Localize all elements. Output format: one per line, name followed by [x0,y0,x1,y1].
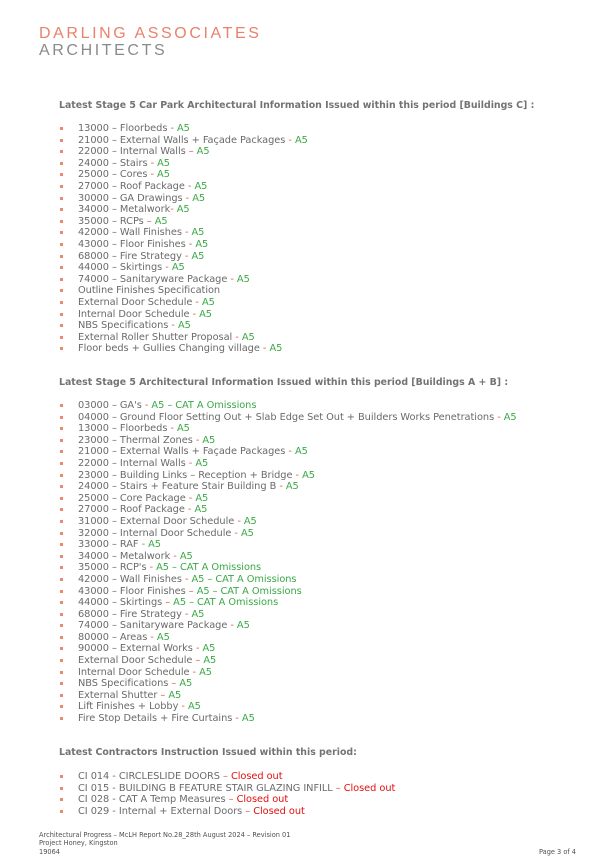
item-title: 27000 – Roof Package [78,180,185,192]
item-separator: – [242,805,254,817]
list-item [59,551,609,563]
item-title: 04000 – Ground Floor Setting Out + Slab Edge Set Out + Builders Works Penetrations [78,411,495,423]
item-separator: - [189,308,200,320]
item-separator: - [184,504,195,516]
list-item [59,701,609,713]
page-footer [39,831,290,856]
list-item [59,435,609,447]
item-separator: – [168,678,180,690]
revision-tag: A5 [179,678,193,690]
item-title: 33000 – RAF [78,539,139,551]
revision-tag: A5 [179,550,193,562]
item-separator: - [181,227,192,239]
item-title: NBS Specifications [78,320,169,332]
item-separator: - [192,434,203,446]
item-title: 34000 – Metalwork [78,550,171,562]
item-separator: – [219,771,231,782]
item-separator: - [181,573,192,585]
item-title: 34000 – Metalwork [78,204,171,216]
list-item [59,158,609,170]
revision-tag: A5 [195,238,209,250]
list-item [59,643,609,655]
revision-tag: A5 [241,331,255,343]
item-title: CI 015 - BUILDING B FEATURE STAIR GLAZING INFILL [78,782,333,794]
item-title: 31000 – External Door Schedule [78,515,235,527]
item-separator: - [170,550,180,562]
revision-tag: A5 [269,343,283,355]
revision-tag: A5 [199,666,212,678]
footer-project-name: Project Honey, Kingston [39,839,118,848]
list-item [59,562,609,574]
item-title: 74000 – Sanitaryware Package [78,620,228,632]
section-heading: Latest Contractors Instruction Issued within this period: [59,747,357,758]
section-heading: Latest Stage 5 Car Park Architectural Information Issued within this period [Buildings C] : [59,100,535,111]
list-item [59,274,609,286]
item-separator: – [225,794,237,806]
item-title: CI 014 - CIRCLESLIDE DOORS [78,771,220,782]
item-separator: - [184,180,195,192]
item-title: 44000 – Skirtings [78,597,163,609]
revision-tag: A5 – CAT A Omissions [191,573,297,585]
item-title: Lift Finishes + Lobby [78,701,179,713]
item-separator: - [181,608,192,620]
revision-tag: A5 [194,504,208,516]
item-separator: - [259,343,270,355]
list-item [59,297,609,309]
item-title: 43000 – Floor Finishes [78,238,186,250]
item-title: 21000 – External Walls + Façade Packages [78,446,286,458]
item-separator: - [182,192,193,204]
list-item [59,146,609,158]
item-separator: - [162,262,172,274]
revision-tag: A5 [154,215,168,227]
company-logo [39,25,262,59]
item-title: 90000 – External Works [78,643,193,655]
list-item [59,458,609,470]
item-title: Outline Finishes Specification [78,285,221,297]
item-title: 42000 – Wall Finishes [78,227,182,239]
list-item [59,262,609,274]
list-item [59,586,609,598]
item-separator: - [285,134,295,146]
list-item [59,423,609,435]
list-item [59,794,609,806]
item-title: External Shutter [78,689,158,701]
item-separator: – [157,689,169,701]
revision-tag: A5 [199,308,212,320]
revision-tag: A5 [191,227,205,239]
item-title: 43000 – Floor Finishes [78,585,186,597]
revision-tag: A5 [294,134,308,146]
list-item [59,690,609,702]
list-item [59,806,609,818]
list-item [59,181,609,193]
list-item [59,470,609,482]
revision-tag: A5 [503,411,517,423]
item-title: 25000 – Cores [78,169,148,181]
item-separator: - [189,666,200,678]
item-title: 32000 – Internal Door Schedule [78,527,232,539]
item-list [59,400,609,725]
item-separator: - [234,515,244,527]
item-separator: - [192,643,203,655]
list-item [59,400,609,412]
list-item [59,332,609,344]
item-title: 21000 – External Walls + Façade Packages [78,134,286,146]
item-separator: - [138,539,149,551]
revision-tag: A5 [195,492,209,504]
item-title: 24000 – Stairs [78,157,148,169]
item-title: NBS Specifications [78,678,169,690]
revision-tag: A5 – CAT A Omissions [156,562,262,574]
revision-tag: A5 – CAT A Omissions [173,597,279,609]
item-title: Fire Stop Details + Fire Curtains [78,713,233,725]
item-title: CI 029 - Internal + External Doors [78,805,243,817]
item-separator: - [231,527,241,539]
list-item [59,481,609,493]
section-contractor-instructions [59,747,609,817]
item-title: Floor beds + Gullies Changing village [78,343,260,355]
item-title: External Door Schedule [78,655,193,667]
item-title: 35000 – RCPs [78,215,144,227]
item-separator: - [147,157,158,169]
section-buildings-ab [59,377,609,725]
item-title: 23000 – Building Links – Reception + Bridge [78,469,293,481]
footer-report-title: Architectural Progress – McLH Report No.28_28th August 2024 – Revision 01 [39,831,291,839]
revision-tag: A5 [171,262,185,274]
status-closed-out: Closed out [236,794,289,806]
footer-project-number: 19064 [39,847,60,856]
item-list [59,771,609,817]
status-closed-out: Closed out [343,782,396,794]
item-separator: - [146,562,157,574]
item-separator: - [167,423,178,435]
item-separator: - [227,620,237,632]
item-title: CI 028 - CAT A Temp Measures [78,794,226,806]
item-separator: - [185,238,196,250]
logo-line-1: DARLING ASSOCIATES [39,25,262,42]
item-separator: - [168,320,178,332]
list-item [59,227,609,239]
item-title: 25000 – Core Package [78,492,186,504]
item-title: 13000 – Floorbeds [78,423,168,435]
revision-tag: A5 – CAT A Omissions [196,585,302,597]
revision-tag: A5 [203,655,217,667]
item-separator: – [192,655,204,667]
list-item [59,239,609,251]
item-separator: - [147,169,158,181]
list-item [59,135,609,147]
revision-tag: A5 [192,192,206,204]
revision-tag: A5 [157,157,170,169]
item-title: 22000 – Internal Walls [78,457,186,469]
item-separator: - [185,492,196,504]
revision-tag: A5 [194,180,208,192]
item-separator: - [232,331,242,343]
list-item [59,632,609,644]
list-item [59,667,609,679]
item-separator: - [276,481,286,493]
revision-tag: A5 [294,446,308,458]
list-item [59,193,609,205]
list-item [59,713,609,725]
list-item [59,123,609,135]
list-item [59,597,609,609]
revision-tag: A5 [195,457,209,469]
item-separator: - [178,701,188,713]
list-item [59,320,609,332]
item-separator: - [181,250,192,262]
item-title: 68000 – Fire Strategy [78,250,182,262]
item-separator: – [162,597,174,609]
revision-tag: A5 [176,204,190,216]
status-closed-out: Closed out [230,771,283,782]
list-item [59,678,609,690]
item-title: 68000 – Fire Strategy [78,608,182,620]
item-title: 74000 – Sanitaryware Package [78,273,228,285]
item-separator: - [227,273,237,285]
list-item [59,204,609,216]
item-separator: - [232,713,242,725]
revision-tag: A5 [241,713,255,725]
revision-tag: A5 [302,469,315,481]
item-title: 30000 – GA Drawings [78,192,183,204]
list-item [59,504,609,516]
item-separator: - [494,411,504,423]
item-separator: - [147,631,157,643]
item-separator: - [192,296,202,308]
list-item [59,216,609,228]
revision-tag: A5 [148,539,161,551]
item-separator: – [332,782,344,794]
revision-tag: A5 [236,273,250,285]
revision-tag: A5 [157,169,170,181]
revision-tag: A5 [177,123,190,134]
item-separator: - [167,123,178,134]
item-title: 24000 – Stairs + Feature Stair Building B [78,481,277,493]
item-separator: - [170,204,177,216]
item-title: 13000 – Floorbeds [78,123,168,134]
list-item [59,493,609,505]
item-title: 35000 – RCP's [78,562,147,574]
list-item [59,446,609,458]
status-closed-out: Closed out [253,805,305,817]
item-title: 80000 – Areas [78,631,148,643]
list-item [59,574,609,586]
list-item [59,528,609,540]
item-title: 03000 – GA's [78,400,142,411]
item-separator: - [141,400,152,411]
item-separator: – [143,215,155,227]
revision-tag: A5 [243,515,257,527]
item-separator: - [292,469,303,481]
revision-tag: A5 [156,631,170,643]
list-item [59,169,609,181]
list-item [59,516,609,528]
revision-tag: A5 – CAT A Omissions [151,400,257,411]
item-list [59,123,609,355]
revision-tag: A5 [236,620,250,632]
item-separator: – [185,146,197,158]
list-item [59,771,609,783]
item-title: External Roller Shutter Proposal [78,331,233,343]
section-heading: Latest Stage 5 Architectural Information Issued within this period [Buildings A + B] : [59,377,509,388]
revision-tag: A5 [202,643,216,655]
list-item [59,343,609,355]
revision-tag: A5 [202,434,216,446]
section-car-park [59,100,609,355]
list-item [59,412,609,424]
item-separator: - [285,446,295,458]
list-item [59,609,609,621]
item-title: Internal Door Schedule [78,308,190,320]
item-title: 44000 – Skirtings [78,262,163,274]
revision-tag: A5 [168,689,182,701]
revision-tag: A5 [187,701,201,713]
list-item [59,251,609,263]
item-title: 23000 – Thermal Zones [78,434,193,446]
revision-tag: A5 [196,146,210,158]
item-separator: – [185,585,197,597]
list-item [59,783,609,795]
page-number: Page 3 of 4 [539,848,576,856]
item-title: Internal Door Schedule [78,666,190,678]
list-item [59,309,609,321]
revision-tag: A5 [201,296,215,308]
list-item [59,285,609,297]
revision-tag: A5 [240,527,254,539]
item-title: 22000 – Internal Walls [78,146,186,158]
item-separator: - [185,457,196,469]
item-title: 42000 – Wall Finishes [78,573,182,585]
list-item [59,655,609,667]
revision-tag: A5 [177,423,190,435]
item-title: External Door Schedule [78,296,193,308]
item-title: 27000 – Roof Package [78,504,185,516]
list-item [59,539,609,551]
list-item [59,620,609,632]
revision-tag: A5 [191,250,205,262]
logo-line-2: ARCHITECTS [39,42,168,59]
revision-tag: A5 [285,481,299,493]
revision-tag: A5 [177,320,191,332]
revision-tag: A5 [191,608,205,620]
